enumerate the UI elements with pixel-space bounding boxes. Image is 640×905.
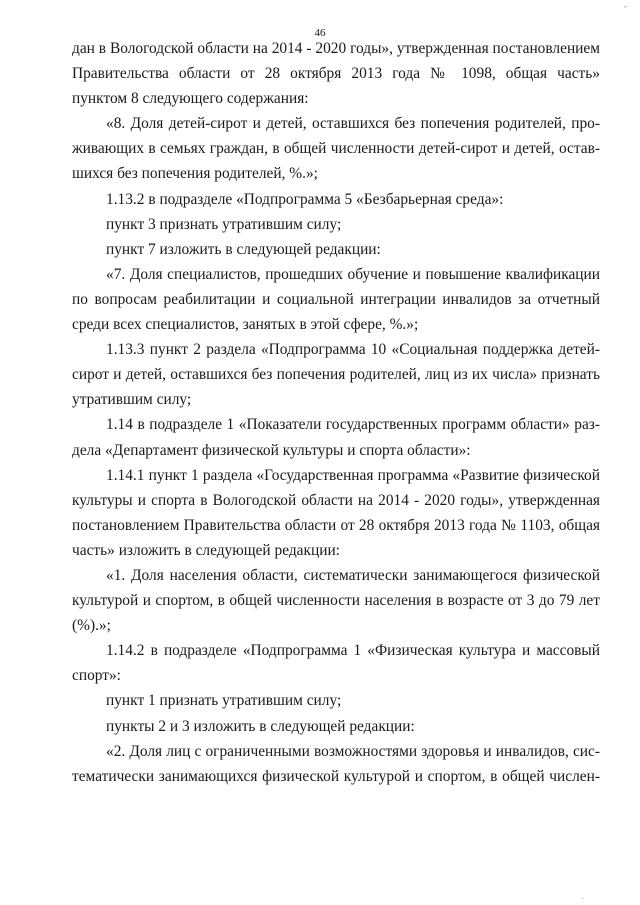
text-line: живающих в семьях граждан, в общей численности детей-сирот и детей, остав- [72, 140, 600, 158]
text-line: 1.14 в подразделе 1 «Показатели государственных программ области» раз- [106, 416, 600, 434]
text-line: 1.14.2 в подразделе «Подпрограмма 1 «Физическая культура и массовый [106, 642, 600, 660]
text-line: «7. Доля специалистов, прошедших обучение и повышение квалификации [106, 265, 600, 283]
text-line: утратившим силу; [72, 391, 192, 409]
page-number: 46 [314, 27, 326, 39]
text-line: сирот и детей, оставшихся без попечения родителей, лиц из их числа» признать [72, 366, 600, 384]
corner-mark-bottom: . [582, 892, 584, 901]
text-line: «1. Доля населения области, систематически занимающегося физической [106, 566, 600, 584]
text-line: пунктом 8 следующего содержания: [72, 90, 309, 108]
text-line: (%).»; [72, 617, 111, 635]
text-line: дан в Вологодской области на 2014 - 2020 годы», утвержденная постановлением [72, 40, 600, 57]
text-line: часть» изложить в следующей редакции: [72, 541, 340, 559]
text-line: культурой и спортом, в общей численности населения в возрасте от 3 до 79 лет [72, 592, 600, 610]
text-line: дела «Департамент физической культуры и спорта области»: [72, 441, 471, 459]
text-line: шихся без попечения родителей, %.»; [72, 165, 318, 183]
text-line: 1.14.1 пункт 1 раздела «Государственная программа «Развитие физической [106, 466, 600, 484]
text-line: среди всех специалистов, занятых в этой сфере, %.»; [72, 316, 419, 334]
text-line: пункт 1 признать утратившим силу; [106, 692, 342, 710]
text-line: по вопросам реабилитации и социальной интеграции инвалидов за отчетный [72, 290, 600, 308]
text-line: культуры и спорта в Вологодской области на 2014 - 2020 годы», утвержденная [72, 491, 600, 509]
text-line: «8. Доля детей-сирот и детей, оставшихся без попечения родителей, про- [106, 115, 600, 133]
corner-mark: ,. [624, 0, 628, 9]
text-line: спорт»: [72, 667, 121, 685]
text-line: 1.13.3 пункт 2 раздела «Подпрограмма 10 «Социальная поддержка детей- [106, 341, 600, 359]
text-line: 1.13.2 в подразделе «Подпрограмма 5 «Безбарьерная среда»: [106, 190, 504, 208]
document-body [72, 36, 600, 789]
text-line: тематически занимающихся физической культурой и спортом, в общей числен- [72, 767, 600, 785]
text-line: пункт 7 изложить в следующей редакции: [106, 240, 381, 258]
text-line: пункт 3 признать утратившим силу; [106, 215, 342, 233]
text-line: «2. Доля лиц с ограниченными возможностями здоровья и инвалидов, сис- [106, 742, 600, 760]
text-line: Правительства области от 28 октября 2013 года № 1098, общая часть» [72, 65, 600, 83]
text-line: постановлением Правительства области от 28 октября 2013 года № 1103, общая [72, 516, 600, 534]
text-line: пункты 2 и 3 изложить в следующей редакции: [106, 717, 415, 735]
